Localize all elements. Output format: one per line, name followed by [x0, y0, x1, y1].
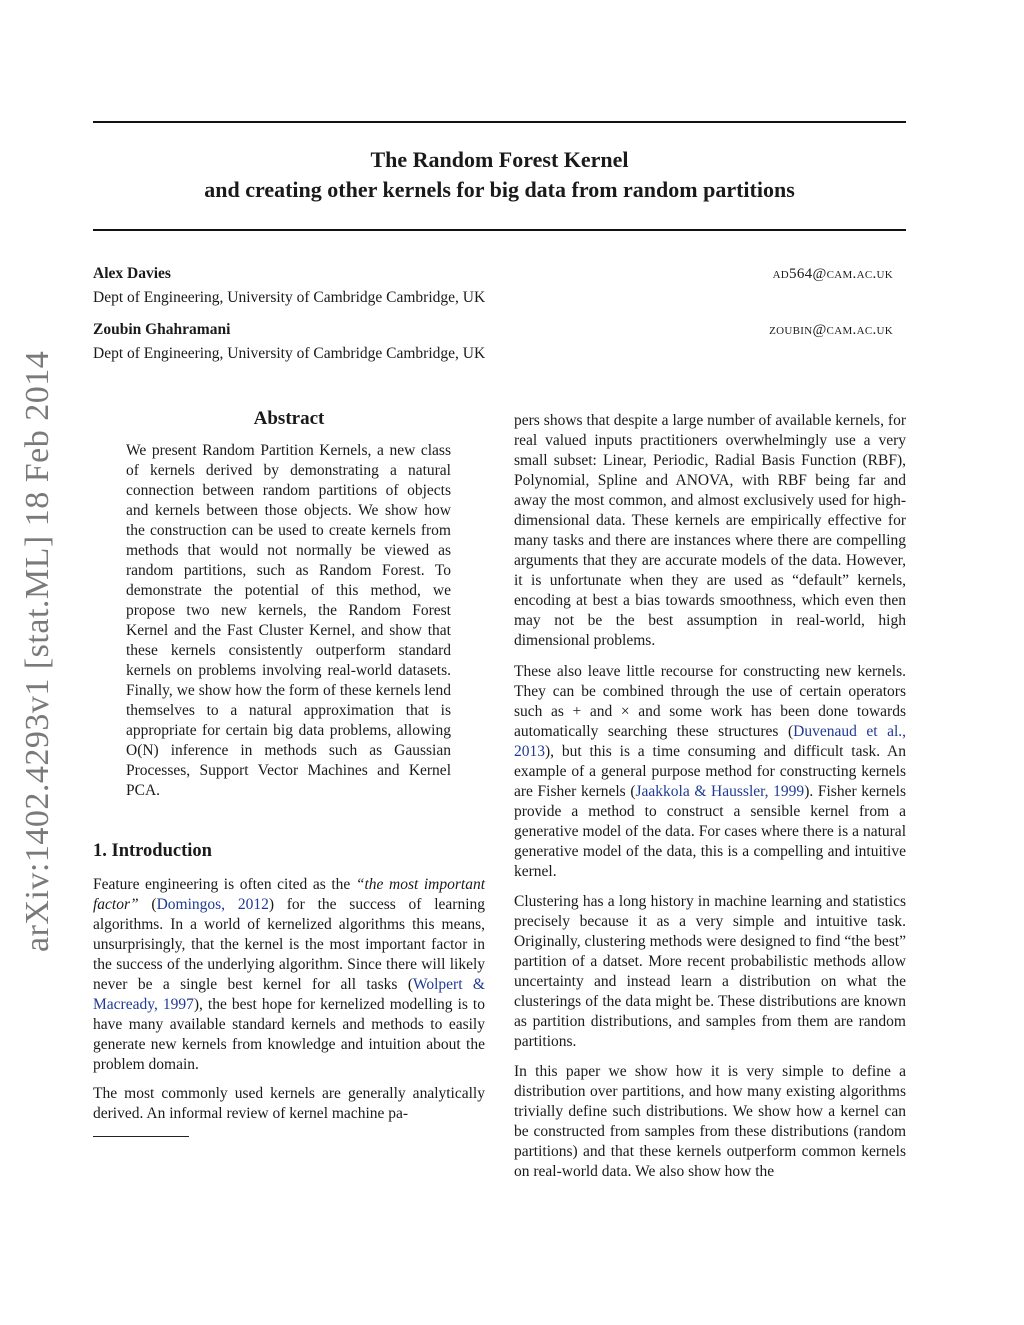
author-email-1[interactable]: ad564@cam.ac.uk — [772, 266, 893, 282]
author-affiliation-2: Dept of Engineering, University of Cambridge Cambridge, UK — [93, 345, 486, 362]
author-affiliation-1: Dept of Engineering, University of Cambridge Cambridge, UK — [93, 289, 486, 306]
intro-paragraph-1: Feature engineering is often cited as the “the most important factor” (Domingos, 2012) for the success of learning algorithms. In a world of kernelized algorithms this means, unsurprisingly, that the kernel is the most important factor in the success of the underlying algorithm. Since there will likely never be a single best kernel for all tasks (Wolpert & Macready, 1997), the best hope for kernelized modelling is to have many available standard kernels and methods to easily generate new kernels from knowledge and intuition about the problem domain. — [93, 876, 486, 1073]
citation-wolpert[interactable]: Wolpert & Macready, 1997 — [93, 976, 485, 1013]
paper-title-line2: and creating other kernels for big data from random partitions — [204, 177, 795, 202]
right-paragraph-2: These also leave little recourse for constructing new kernels. They can be combined through the use of certain operators such as + and × and some work has been done towards automatically searching these structures (Duvenaud et al., 2013), but this is a time consuming and difficult task. An example of a general purpose method for constructing kernels are Fisher kernels (Jaakkola & Haussler, 1999). Fisher kernels provide a method to construct a sensible kernel from a generative model of the data. For cases where there is a natural generative model of the data, this is a compelling and intuitive kernel. — [514, 663, 907, 880]
title-rule-bottom — [93, 229, 906, 231]
citation-jaakkola[interactable]: Jaakkola & Haussler, 1999 — [635, 783, 805, 800]
abstract-text: We present Random Partition Kernels, a new class of kernels derived by demonstrating a natural connection between random partitions of objects and kernels between those objects. We show how the construction can be used to create kernels from methods that would not normally be viewed as random partitions, such as Random Forest. To demonstrate the potential of this method, we propose two new kernels, the Random Forest Kernel and the Fast Cluster Kernel, and show that these kernels consistently outperform standard kernels on problems involving real-world datasets. Finally, we show how the form of these kernels lend themselves to a natural approximation that is appropriate for certain big data problems, allowing O(N) inference in methods such as Gaussian Processes, Support Vector Machines and Kernel PCA. — [126, 442, 451, 799]
right-paragraph-4: In this paper we show how it is very simple to define a distribution over partitions, and how many existing algorithms trivially define such distributions. We show how a kernel can be constructed from samples from these distributions (random partitions) and that these kernels outperform common kernels on real-world data. We also show how the — [514, 1063, 906, 1180]
citation-domingos[interactable]: Domingos, 2012 — [156, 896, 269, 913]
author-name-2: Zoubin Ghahramani — [93, 321, 231, 338]
paper-title-line1: The Random Forest Kernel — [370, 147, 629, 172]
right-paragraph-1: pers shows that despite a large number of available kernels, for real valued inputs practitioners overwhelmingly use a very small subset: Linear, Periodic, Radial Basis Function (RBF), Polynomial, Spline and ANOVA, with RBF being far and away the most common, and almost exclusively used for high-dimensional data. These kernels are empirically effective for many tasks and there are instances where there are compelling arguments that they are accurate models of the data. However, it is unfortunate when they are used as “default” kernels, encoding at best a bias towards smoothness, which even then may not be the best assumption in real-world, high dimensional problems. — [514, 412, 906, 649]
citation-duvenaud[interactable]: Duvenaud et al., 2013 — [514, 723, 907, 760]
title-rule-top — [93, 121, 906, 123]
abstract-heading: Abstract — [253, 408, 325, 429]
introduction-heading: 1. Introduction — [93, 841, 212, 861]
author-email-2[interactable]: zoubin@cam.ac.uk — [769, 322, 893, 338]
right-paragraph-3: Clustering has a long history in machine learning and statistics precisely because it as a very simple and intuitive task. Originally, clustering methods were designed to find “the best” partition of a datset. More recent probabilistic methods allow uncertainty and instead learn a distribution on what the clusterings of the data might be. These distributions are known as partition distributions, and samples from them are random partitions. — [514, 893, 906, 1050]
author-name-1: Alex Davies — [93, 265, 171, 282]
intro-paragraph-2: The most commonly used kernels are generally analytically derived. An informal review of kernel machine pa- — [93, 1085, 485, 1122]
arxiv-stamp: arXiv:1402.4293v1 [stat.ML] 18 Feb 2014 — [19, 350, 56, 952]
footnote-rule — [93, 1136, 189, 1137]
quote-text: “the most important factor” — [93, 876, 486, 913]
